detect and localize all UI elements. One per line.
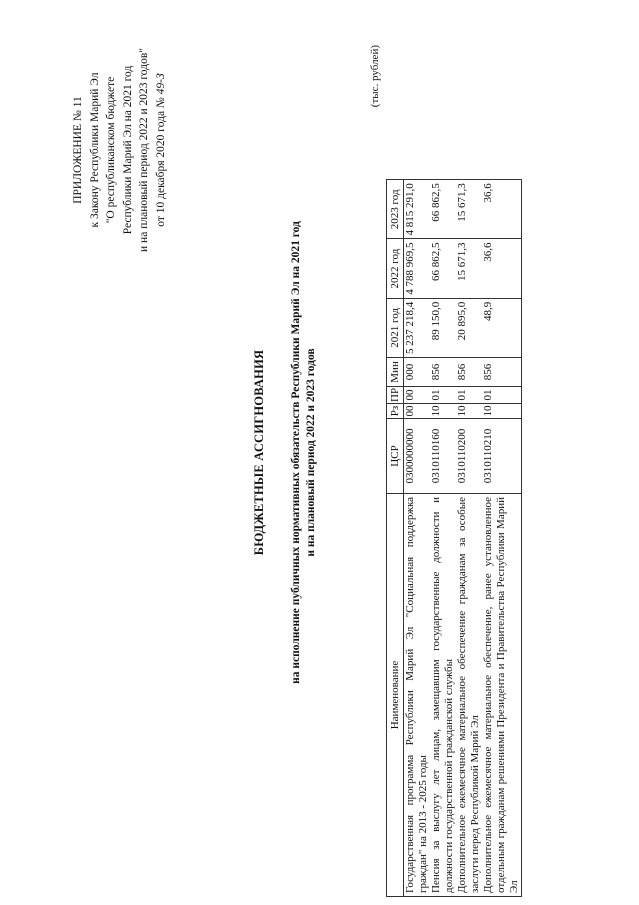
subtitle-line-2: и на плановый период 2022 и 2023 годов: [305, 348, 317, 557]
row-pr: 01: [482, 386, 522, 403]
row-csr: 0310110160: [430, 419, 456, 494]
appendix-law-title-3: и на плановый период 2022 и 2023 годов": [138, 48, 150, 252]
row-rz: 10: [456, 404, 482, 419]
budget-table: [386, 179, 522, 897]
header-2023: 2023 год: [387, 180, 404, 239]
row-2022: 4 788 969,5: [404, 239, 431, 298]
row-min: 856: [482, 357, 522, 386]
row-min: 856: [456, 357, 482, 386]
row-2023: 15 671,3: [456, 180, 482, 239]
row-2023: 36,6: [482, 180, 522, 239]
appendix-law-number: № 49-З: [154, 73, 167, 109]
row-pr: 01: [456, 386, 482, 403]
header-2022: 2022 год: [387, 239, 404, 298]
table-row: [430, 180, 456, 897]
document-title: БЮДЖЕТНЫЕ АССИГНОВАНИЯ: [252, 349, 266, 556]
table-row: [482, 180, 522, 897]
document-subtitle: [289, 0, 319, 905]
header-rz: Рз: [387, 404, 404, 419]
row-rz: 10: [482, 404, 522, 419]
row-2022: 36,6: [482, 239, 522, 298]
row-2021: 5 237 218,4: [404, 298, 431, 357]
row-pr: 00: [404, 386, 431, 403]
table-row: [404, 180, 431, 897]
row-rz: 10: [430, 404, 456, 419]
table-row: [456, 180, 482, 897]
row-csr: 0310110200: [456, 419, 482, 494]
row-name: Государственная программа Республики Марий Эл "Социальная поддержка граждан" на 2013 - 2025 годы: [404, 494, 431, 897]
appendix-law-ref: к Закону Республики Марий Эл: [88, 72, 101, 228]
row-name: Дополнительное ежемесячное материальное обеспечение гражданам за особые заслуги перед Республикой Марий Эл: [456, 494, 482, 897]
appendix-date: 10 декабря 2020 года: [154, 110, 167, 214]
appendix-block: [70, 30, 169, 270]
appendix-date-line: [153, 30, 170, 270]
row-rz: 00: [404, 404, 431, 419]
row-min: 000: [404, 357, 431, 386]
units-label: (тыс. рублей): [369, 45, 381, 108]
subtitle-line-1: на исполнение публичных нормативных обязательств Республики Марий Эл на 2021 год: [290, 221, 302, 684]
header-2021: 2021 год: [387, 298, 404, 357]
header-pr: ПР: [387, 386, 404, 403]
row-csr: 0300000000: [404, 419, 431, 494]
appendix-number: ПРИЛОЖЕНИЕ № 11: [72, 96, 84, 204]
appendix-law-title-2: Республики Марий Эл на 2021 год: [121, 65, 134, 235]
row-2021: 20 895,0: [456, 298, 482, 357]
row-csr: 0310110210: [482, 419, 522, 494]
appendix-law-title-1: "О республиканском бюджете: [105, 76, 117, 224]
header-min: Мин: [387, 357, 404, 386]
row-2023: 66 862,5: [430, 180, 456, 239]
row-2021: 48,9: [482, 298, 522, 357]
table-header-row: [387, 180, 404, 897]
row-name: Дополнительное ежемесячное материальное обеспечение, ранее установленное отдельным гражданам решениями Президента и Правительства Республики Марий Эл: [482, 494, 522, 897]
header-csr: ЦСР: [387, 419, 404, 494]
row-pr: 01: [430, 386, 456, 403]
header-name: Наименование: [387, 494, 404, 897]
appendix-date-prefix: от: [154, 216, 167, 227]
row-name: Пенсия за выслугу лет лицам, замещавшим государственные должности и должности государственной гражданской службы: [430, 494, 456, 897]
row-2022: 66 862,5: [430, 239, 456, 298]
row-2022: 15 671,3: [456, 239, 482, 298]
row-min: 856: [430, 357, 456, 386]
row-2021: 89 150,0: [430, 298, 456, 357]
row-2023: 4 815 291,0: [404, 180, 431, 239]
